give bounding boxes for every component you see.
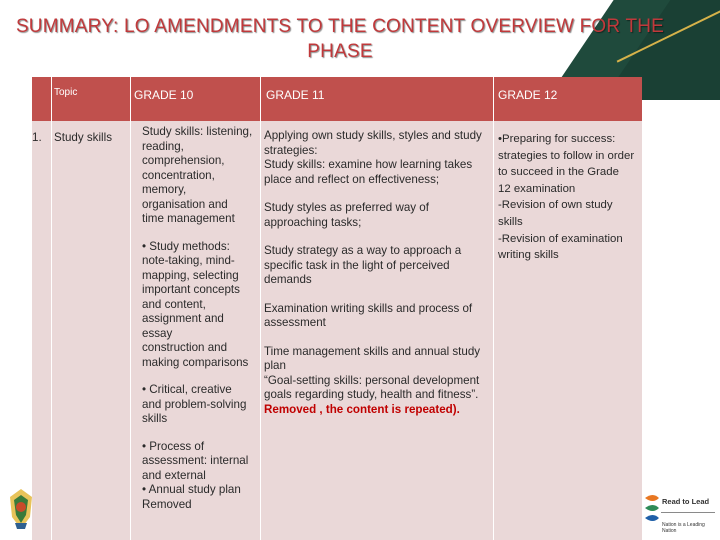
- header-grade12: GRADE 12: [498, 88, 558, 102]
- grade11-goal-setting: “Goal-setting skills: personal development goals regarding study, health and fitness”.: [264, 373, 480, 401]
- grade12-cell: [498, 131, 642, 264]
- column-divider: [130, 77, 131, 540]
- logo-title: Read to Lead: [662, 497, 710, 506]
- coat-of-arms-icon: [6, 487, 36, 531]
- content-table: [32, 77, 642, 540]
- topic-cell: Study skills: [54, 131, 112, 144]
- column-divider: [51, 77, 52, 540]
- grade11-applying: Applying own study skills, styles and study strategies: Study skills: examine how learning takes place and reflect on effectiveness;: [264, 129, 482, 186]
- column-divider: [260, 77, 261, 540]
- logo-tagline: Nation is a Leading Nation: [662, 522, 705, 534]
- grade10-study-skills: Study skills: listening, reading, comprehension, concentration, memory, organisation and time management: [142, 125, 253, 225]
- grade11-cell: [264, 129, 492, 417]
- grade10-study-methods: • Study methods: note-taking, mind- mapping, selecting important concepts and content, assignment and essay construction and making comparisons: [142, 239, 249, 369]
- grade11-removed-note: Removed , the content is repeated).: [264, 402, 460, 416]
- grade11-study-strategy: Study strategy as a way to approach a specific task in the light of perceived demands: [264, 244, 462, 286]
- grade10-assessment: • Process of assessment: internal and external • Annual study plan Removed: [142, 439, 249, 511]
- header-grade10: GRADE 10: [134, 88, 194, 102]
- grade11-time-management: Time management skills and annual study plan: [264, 344, 481, 372]
- grade11-study-styles: Study styles as preferred way of approaching tasks;: [264, 201, 429, 229]
- row-number: 1.: [32, 131, 42, 144]
- grade10-cell: [142, 125, 260, 512]
- slide-title: SUMMARY: LO AMENDMENTS TO THE CONTENT OVERVIEW FOR THE PHASE: [15, 16, 665, 62]
- header-grade11: GRADE 11: [266, 88, 325, 102]
- grade10-critical-skills: • Critical, creative and problem-solving skills: [142, 383, 247, 425]
- column-divider: [493, 77, 494, 540]
- grade11-exam-writing: Examination writing skills and process of assessment: [264, 301, 473, 329]
- grade12-text: •Preparing for success: strategies to follow in order to succeed in the Grade 12 examination -Revision of own study skills -Revision of examination writing skills: [498, 133, 635, 262]
- header-topic: Topic: [54, 87, 78, 98]
